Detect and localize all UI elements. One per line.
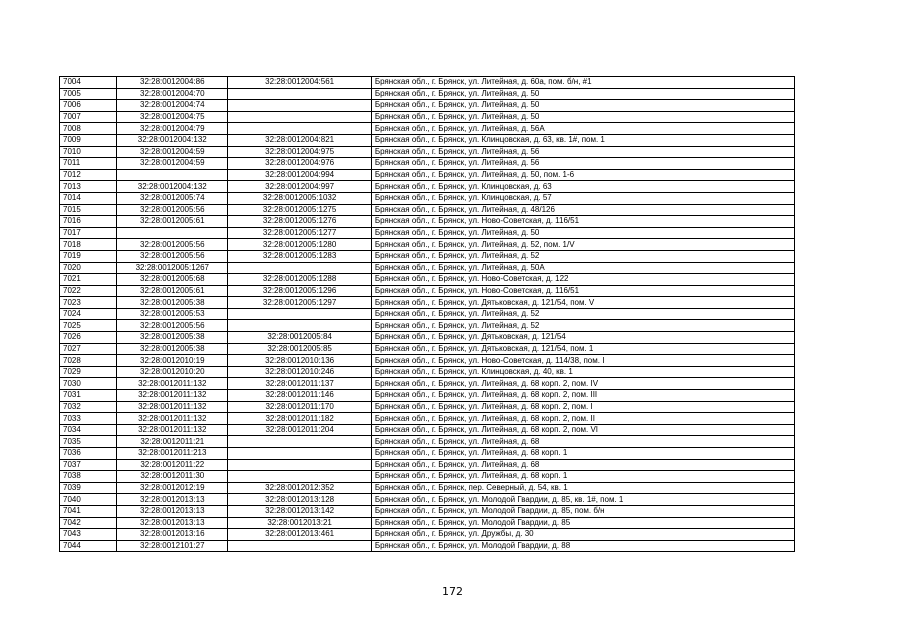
table-row — [60, 216, 795, 228]
object-number-cell — [228, 436, 371, 448]
address-cell: Брянская обл., г. Брянск, ул. Литейная, д. 68 корп. 1 — [371, 471, 794, 483]
table-row — [60, 181, 795, 193]
address-cell: Брянская обл., г. Брянск, ул. Клинцовская, д. 40, кв. 1 — [371, 366, 794, 378]
table-row — [60, 285, 795, 297]
address-cell: Брянская обл., г. Брянск, ул. Молодой Гвардии, д. 85, кв. 1#, пом. 1 — [371, 494, 794, 506]
parcel-number-cell: 32:28:0012004:75 — [117, 111, 228, 123]
row-number-cell: 7028 — [60, 355, 117, 367]
object-number-cell: 32:28:0012004:976 — [228, 158, 371, 170]
address-cell: Брянская обл., г. Брянск, ул. Литейная, д. 50 — [371, 227, 794, 239]
table-row — [60, 308, 795, 320]
parcel-number-cell: 32:28:0012004:59 — [117, 158, 228, 170]
object-number-cell: 32:28:0012005:84 — [228, 332, 371, 344]
address-cell: Брянская обл., г. Брянск, ул. Литейная, д. 52 — [371, 308, 794, 320]
object-number-cell: 32:28:0012004:997 — [228, 181, 371, 193]
parcel-number-cell: 32:28:0012005:53 — [117, 308, 228, 320]
parcel-number-cell: 32:28:0012101:27 — [117, 540, 228, 552]
parcel-number-cell: 32:28:0012005:38 — [117, 343, 228, 355]
address-cell: Брянская обл., г. Брянск, ул. Дятьковская, д. 121/54 — [371, 332, 794, 344]
table-row — [60, 355, 795, 367]
address-cell: Брянская обл., г. Брянск, ул. Литейная, д. 56 — [371, 146, 794, 158]
object-number-cell: 32:28:0012004:975 — [228, 146, 371, 158]
table-row — [60, 320, 795, 332]
row-number-cell: 7039 — [60, 482, 117, 494]
table-row — [60, 100, 795, 112]
object-number-cell: 32:28:0012004:994 — [228, 169, 371, 181]
object-number-cell — [228, 320, 371, 332]
row-number-cell: 7037 — [60, 459, 117, 471]
table-row — [60, 424, 795, 436]
address-cell: Брянская обл., г. Брянск, ул. Литейная, д. 50 — [371, 100, 794, 112]
address-cell: Брянская обл., г. Брянск, ул. Молодой Гвардии, д. 85 — [371, 517, 794, 529]
table-row — [60, 448, 795, 460]
address-cell: Брянская обл., г. Брянск, ул. Литейная, д. 52, пом. 1/V — [371, 239, 794, 251]
table-row — [60, 517, 795, 529]
parcel-number-cell: 32:28:0012005:74 — [117, 192, 228, 204]
table-row — [60, 146, 795, 158]
parcel-number-cell: 32:28:0012013:13 — [117, 494, 228, 506]
address-cell: Брянская обл., г. Брянск, ул. Литейная, д. 68 корп. 1 — [371, 448, 794, 460]
row-number-cell: 7013 — [60, 181, 117, 193]
object-number-cell: 32:28:0012012:352 — [228, 482, 371, 494]
parcel-number-cell — [117, 227, 228, 239]
parcel-number-cell: 32:28:0012004:86 — [117, 77, 228, 89]
row-number-cell: 7012 — [60, 169, 117, 181]
row-number-cell: 7030 — [60, 378, 117, 390]
parcel-number-cell: 32:28:0012013:13 — [117, 505, 228, 517]
row-number-cell: 7029 — [60, 366, 117, 378]
row-number-cell: 7020 — [60, 262, 117, 274]
address-cell: Брянская обл., г. Брянск, ул. Литейная, д. 50 — [371, 111, 794, 123]
row-number-cell: 7016 — [60, 216, 117, 228]
address-cell: Брянская обл., г. Брянск, ул. Литейная, д. 68 корп. 2, пом. IV — [371, 378, 794, 390]
parcel-number-cell: 32:28:0012005:1267 — [117, 262, 228, 274]
object-number-cell: 32:28:0012010:136 — [228, 355, 371, 367]
parcel-number-cell: 32:28:0012011:132 — [117, 401, 228, 413]
object-number-cell — [228, 471, 371, 483]
parcel-number-cell: 32:28:0012004:132 — [117, 181, 228, 193]
parcel-number-cell: 32:28:0012011:132 — [117, 378, 228, 390]
parcel-number-cell: 32:28:0012004:132 — [117, 134, 228, 146]
parcel-number-cell: 32:28:0012011:132 — [117, 390, 228, 402]
parcel-number-cell: 32:28:0012010:20 — [117, 366, 228, 378]
object-number-cell: 32:28:0012013:128 — [228, 494, 371, 506]
address-cell: Брянская обл., г. Брянск, ул. Ново-Советская, д. 116/51 — [371, 216, 794, 228]
row-number-cell: 7032 — [60, 401, 117, 413]
table-row — [60, 250, 795, 262]
table-row — [60, 297, 795, 309]
parcel-number-cell: 32:28:0012005:38 — [117, 332, 228, 344]
object-number-cell: 32:28:0012005:1280 — [228, 239, 371, 251]
parcel-number-cell: 32:28:0012010:19 — [117, 355, 228, 367]
table-row — [60, 239, 795, 251]
address-cell: Брянская обл., г. Брянск, ул. Литейная, д. 50 — [371, 88, 794, 100]
object-number-cell: 32:28:0012011:170 — [228, 401, 371, 413]
row-number-cell: 7014 — [60, 192, 117, 204]
parcel-number-cell: 32:28:0012011:132 — [117, 413, 228, 425]
address-cell: Брянская обл., г. Брянск, ул. Клинцовская, д. 63 — [371, 181, 794, 193]
row-number-cell: 7017 — [60, 227, 117, 239]
object-number-cell: 32:28:0012011:146 — [228, 390, 371, 402]
address-cell: Брянская обл., г. Брянск, ул. Клинцовская, д. 57 — [371, 192, 794, 204]
table-row — [60, 505, 795, 517]
object-number-cell — [228, 111, 371, 123]
address-cell: Брянская обл., г. Брянск, ул. Литейная, д. 52 — [371, 250, 794, 262]
parcel-number-cell: 32:28:0012004:59 — [117, 146, 228, 158]
parcel-number-cell: 32:28:0012012:19 — [117, 482, 228, 494]
object-number-cell: 32:28:0012013:21 — [228, 517, 371, 529]
address-cell: Брянская обл., г. Брянск, пер. Северный, д. 54, кв. 1 — [371, 482, 794, 494]
table-row — [60, 436, 795, 448]
address-cell: Брянская обл., г. Брянск, ул. Ново-Советская, д. 122 — [371, 274, 794, 286]
object-number-cell: 32:28:0012005:85 — [228, 343, 371, 355]
row-number-cell: 7023 — [60, 297, 117, 309]
object-number-cell: 32:28:0012011:137 — [228, 378, 371, 390]
table-row — [60, 227, 795, 239]
object-number-cell — [228, 459, 371, 471]
row-number-cell: 7004 — [60, 77, 117, 89]
parcel-number-cell: 32:28:0012005:56 — [117, 204, 228, 216]
table-row — [60, 88, 795, 100]
table-row — [60, 471, 795, 483]
table-row — [60, 540, 795, 552]
object-number-cell: 32:28:0012005:1297 — [228, 297, 371, 309]
object-number-cell — [228, 123, 371, 135]
table-row — [60, 274, 795, 286]
table-row — [60, 192, 795, 204]
object-number-cell: 32:28:0012005:1276 — [228, 216, 371, 228]
address-cell: Брянская обл., г. Брянск, ул. Ново-Советская, д. 114/38, пом. I — [371, 355, 794, 367]
table-row — [60, 111, 795, 123]
parcel-number-cell: 32:28:0012011:30 — [117, 471, 228, 483]
object-number-cell: 32:28:0012005:1275 — [228, 204, 371, 216]
table-row — [60, 494, 795, 506]
table-row — [60, 77, 795, 89]
parcel-number-cell: 32:28:0012005:56 — [117, 239, 228, 251]
parcel-number-cell: 32:28:0012005:68 — [117, 274, 228, 286]
row-number-cell: 7040 — [60, 494, 117, 506]
row-number-cell: 7019 — [60, 250, 117, 262]
table-row — [60, 343, 795, 355]
parcel-number-cell: 32:28:0012004:74 — [117, 100, 228, 112]
row-number-cell: 7022 — [60, 285, 117, 297]
row-number-cell: 7035 — [60, 436, 117, 448]
object-number-cell: 32:28:0012013:142 — [228, 505, 371, 517]
table-row — [60, 401, 795, 413]
object-number-cell: 32:28:0012005:1277 — [228, 227, 371, 239]
row-number-cell: 7010 — [60, 146, 117, 158]
address-cell: Брянская обл., г. Брянск, ул. Ново-Советская, д. 116/51 — [371, 285, 794, 297]
table-row — [60, 529, 795, 541]
object-number-cell — [228, 448, 371, 460]
address-cell: Брянская обл., г. Брянск, ул. Литейная, д. 68 — [371, 436, 794, 448]
parcel-number-cell: 32:28:0012011:132 — [117, 424, 228, 436]
row-number-cell: 7031 — [60, 390, 117, 402]
row-number-cell: 7024 — [60, 308, 117, 320]
object-number-cell: 32:28:0012004:561 — [228, 77, 371, 89]
address-cell: Брянская обл., г. Брянск, ул. Дятьковская, д. 121/54, пом. 1 — [371, 343, 794, 355]
row-number-cell: 7038 — [60, 471, 117, 483]
parcel-number-cell: 32:28:0012013:16 — [117, 529, 228, 541]
object-number-cell: 32:28:0012005:1283 — [228, 250, 371, 262]
row-number-cell: 7036 — [60, 448, 117, 460]
row-number-cell: 7043 — [60, 529, 117, 541]
table-row — [60, 390, 795, 402]
table-row — [60, 413, 795, 425]
row-number-cell: 7011 — [60, 158, 117, 170]
address-cell: Брянская обл., г. Брянск, ул. Дятьковская, д. 121/54, пом. V — [371, 297, 794, 309]
row-number-cell: 7026 — [60, 332, 117, 344]
row-number-cell: 7033 — [60, 413, 117, 425]
object-number-cell: 32:28:0012005:1032 — [228, 192, 371, 204]
address-cell: Брянская обл., г. Брянск, ул. Литейная, д. 68 корп. 2, пом. VI — [371, 424, 794, 436]
address-cell: Брянская обл., г. Брянск, ул. Литейная, д. 48/126 — [371, 204, 794, 216]
object-number-cell: 32:28:0012013:461 — [228, 529, 371, 541]
address-cell: Брянская обл., г. Брянск, ул. Литейная, д. 50А — [371, 262, 794, 274]
parcel-number-cell: 32:28:0012005:38 — [117, 297, 228, 309]
object-number-cell: 32:28:0012005:1296 — [228, 285, 371, 297]
parcel-number-cell: 32:28:0012004:70 — [117, 88, 228, 100]
row-number-cell: 7008 — [60, 123, 117, 135]
address-cell: Брянская обл., г. Брянск, ул. Литейная, д. 50, пом. 1-6 — [371, 169, 794, 181]
table-row — [60, 123, 795, 135]
parcel-number-cell: 32:28:0012011:22 — [117, 459, 228, 471]
parcel-number-cell: 32:28:0012005:56 — [117, 250, 228, 262]
row-number-cell: 7015 — [60, 204, 117, 216]
table-row — [60, 204, 795, 216]
row-number-cell: 7018 — [60, 239, 117, 251]
row-number-cell: 7021 — [60, 274, 117, 286]
table-row — [60, 169, 795, 181]
parcel-number-cell: 32:28:0012005:61 — [117, 216, 228, 228]
table-row — [60, 459, 795, 471]
row-number-cell: 7042 — [60, 517, 117, 529]
page-number: 172 — [442, 585, 463, 598]
table-row — [60, 332, 795, 344]
parcel-number-cell: 32:28:0012011:213 — [117, 448, 228, 460]
parcel-number-cell: 32:28:0012013:13 — [117, 517, 228, 529]
parcel-number-cell: 32:28:0012005:61 — [117, 285, 228, 297]
object-number-cell: 32:28:0012010:246 — [228, 366, 371, 378]
row-number-cell: 7027 — [60, 343, 117, 355]
parcel-number-cell: 32:28:0012005:56 — [117, 320, 228, 332]
object-number-cell — [228, 88, 371, 100]
row-number-cell: 7007 — [60, 111, 117, 123]
address-cell: Брянская обл., г. Брянск, ул. Литейная, д. 68 — [371, 459, 794, 471]
object-number-cell — [228, 262, 371, 274]
address-cell: Брянская обл., г. Брянск, ул. Молодой Гвардии, д. 88 — [371, 540, 794, 552]
row-number-cell: 7009 — [60, 134, 117, 146]
table-row — [60, 262, 795, 274]
parcel-number-cell: 32:28:0012004:79 — [117, 123, 228, 135]
row-number-cell: 7044 — [60, 540, 117, 552]
address-cell: Брянская обл., г. Брянск, ул. Литейная, д. 52 — [371, 320, 794, 332]
row-number-cell: 7025 — [60, 320, 117, 332]
table-row — [60, 378, 795, 390]
table-row — [60, 134, 795, 146]
address-cell: Брянская обл., г. Брянск, ул. Клинцовская, д. 63, кв. 1#, пом. 1 — [371, 134, 794, 146]
address-cell: Брянская обл., г. Брянск, ул. Дружбы, д. 30 — [371, 529, 794, 541]
address-cell: Брянская обл., г. Брянск, ул. Молодой Гвардии, д. 85, пом. б/н — [371, 505, 794, 517]
table-row — [60, 366, 795, 378]
object-number-cell — [228, 540, 371, 552]
parcel-number-cell — [117, 169, 228, 181]
table-body — [60, 77, 795, 552]
cadastral-table — [59, 76, 795, 552]
address-cell: Брянская обл., г. Брянск, ул. Литейная, д. 68 корп. 2, пом. III — [371, 390, 794, 402]
object-number-cell: 32:28:0012005:1288 — [228, 274, 371, 286]
address-cell: Брянская обл., г. Брянск, ул. Литейная, д. 60а, пом. б/н, #1 — [371, 77, 794, 89]
table-row — [60, 158, 795, 170]
object-number-cell: 32:28:0012011:182 — [228, 413, 371, 425]
row-number-cell: 7006 — [60, 100, 117, 112]
row-number-cell: 7034 — [60, 424, 117, 436]
table-row — [60, 482, 795, 494]
object-number-cell: 32:28:0012004:821 — [228, 134, 371, 146]
address-cell: Брянская обл., г. Брянск, ул. Литейная, д. 68 корп. 2, пом. I — [371, 401, 794, 413]
address-cell: Брянская обл., г. Брянск, ул. Литейная, д. 56 — [371, 158, 794, 170]
object-number-cell — [228, 100, 371, 112]
row-number-cell: 7041 — [60, 505, 117, 517]
address-cell: Брянская обл., г. Брянск, ул. Литейная, д. 68 корп. 2, пом. II — [371, 413, 794, 425]
address-cell: Брянская обл., г. Брянск, ул. Литейная, д. 56А — [371, 123, 794, 135]
parcel-number-cell: 32:28:0012011:21 — [117, 436, 228, 448]
object-number-cell — [228, 308, 371, 320]
row-number-cell: 7005 — [60, 88, 117, 100]
object-number-cell: 32:28:0012011:204 — [228, 424, 371, 436]
